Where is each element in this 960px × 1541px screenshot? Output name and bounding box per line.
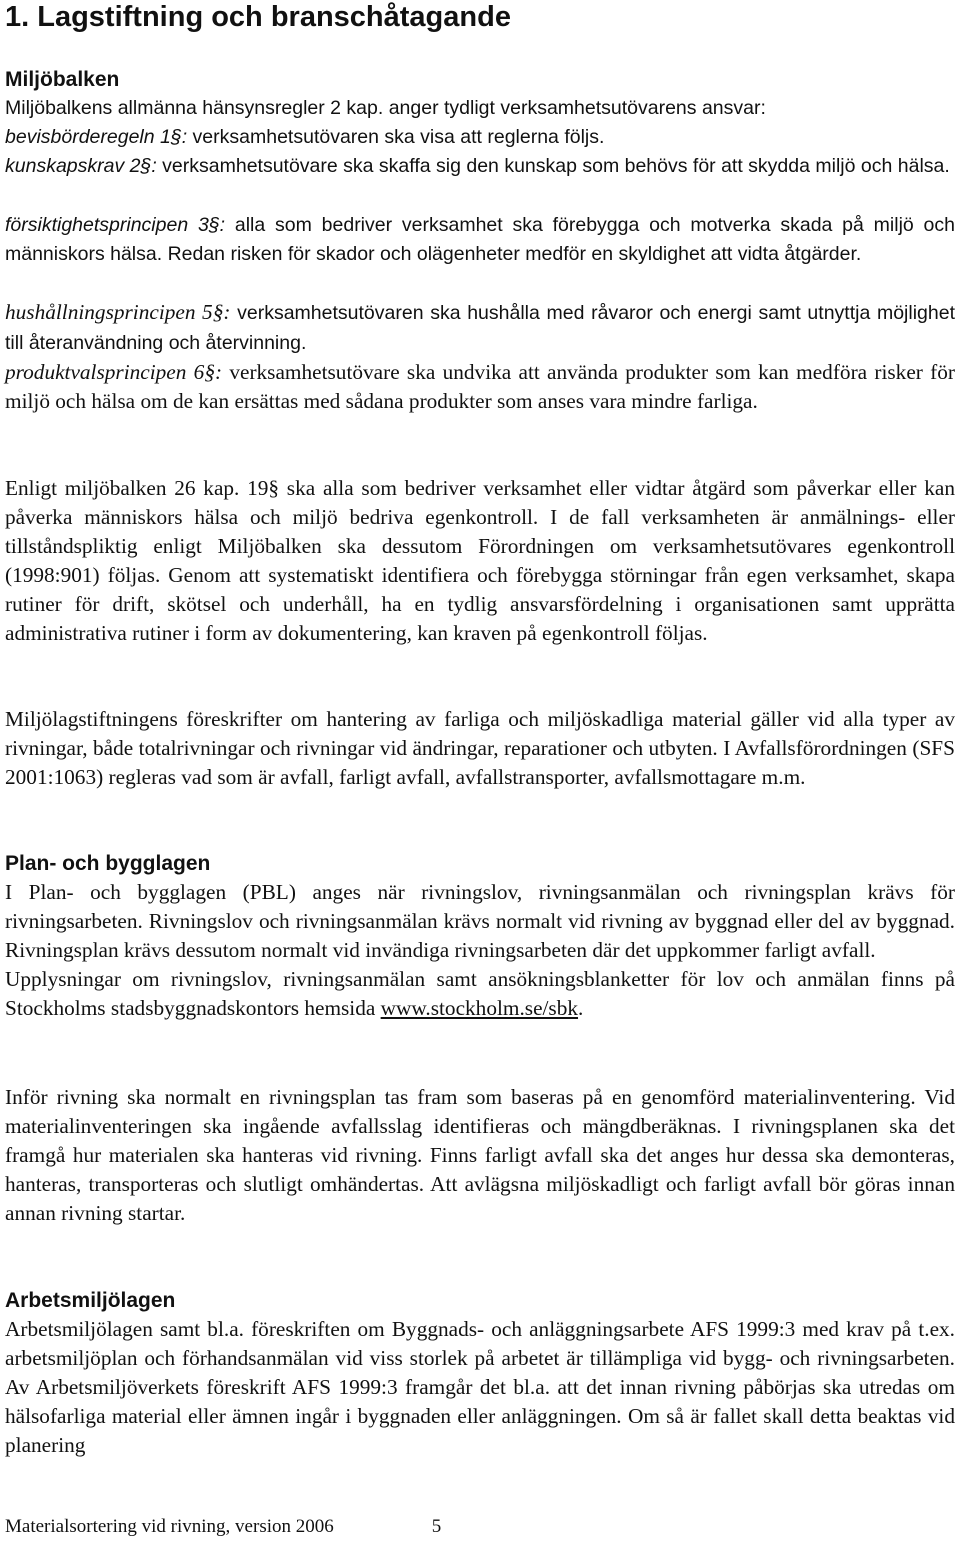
- principle-hushallning: [5, 298, 955, 358]
- principle-text: verksamhetsutövare ska undvika att använda produkter som kan medföra risker för miljö och hälsa om de kan ersättas med sådana produkter som anses vara mindre farliga.: [5, 360, 955, 413]
- miljobalken-intro: [5, 94, 955, 181]
- section-miljobalken: [5, 66, 955, 181]
- section-aml: [5, 1287, 955, 1460]
- page-footer: [5, 1516, 441, 1538]
- principle-text: verksamhetsutövaren ska hushålla med råvaror och energi samt utnyttja möjlighet till återanvändning och återvinning.: [5, 302, 956, 354]
- principle-term: hushållningsprincipen 5§:: [5, 300, 231, 324]
- section-heading-aml: Arbetsmiljölagen: [5, 1289, 176, 1312]
- sbk-website-link[interactable]: www.stockholm.se/sbk: [380, 996, 579, 1020]
- footer-document-title: Materialsortering vid rivning, version 2006: [5, 1516, 334, 1537]
- principle-text: alla som bedriver verksamhet ska förebygga och motverka skada på miljö och människors hälsa. Redan risken för skador och olägenheter medför en skyldighet att vidta åtgärder.: [5, 214, 955, 265]
- pbl-paragraph-1: I Plan- och bygglagen (PBL) anges när rivningslov, rivningsanmälan och rivningsplan krävs för rivningsarbeten. Rivningslov och rivningsanmälan krävs normalt vid rivning av byggnad eller del av byggnad. Rivningsplan krävs dessutom normalt vid invändiga rivningsarbeten där det uppkommer farligt avfall.: [5, 880, 955, 962]
- principle-term: bevisbörderegeln 1§:: [5, 126, 188, 148]
- principle-text: verksamhetsutövare ska skaffa sig den kunskap som behövs för att skydda miljö och hälsa.: [156, 155, 950, 177]
- pbl-paragraph-2: [5, 965, 955, 1023]
- section-heading-miljobalken: Miljöbalken: [5, 68, 120, 91]
- aml-paragraph-1: Arbetsmiljölagen samt bl.a. föreskriften om Byggnads- och anläggningsarbete AFS 1999:3 med krav på t.ex. arbetsmiljöplan och förhandsanmälan vid viss storlek på arbetet är tillämpliga vid bygg- och rivningsarbeten. Av Arbetsmiljöverkets föreskrift AFS 1999:3 framgår det bl.a. att det innan rivning påbörjas ska utredas om hälsofarliga material eller ämnen ingår i byggnaden eller anläggningen. Om så är fallet skall detta beaktas vid planering: [5, 1317, 955, 1457]
- page-number: 5: [431, 1516, 442, 1537]
- intro-text: Miljöbalkens allmänna hänsynsregler 2 kap. anger tydligt verksamhetsutövarens ansvar:: [5, 97, 766, 119]
- principle-term: kunskapskrav 2§:: [5, 155, 157, 177]
- principle-term: produktvalsprincipen 6§:: [5, 360, 223, 384]
- section-pbl: [5, 850, 955, 1023]
- principle-forsiktighet: [5, 211, 955, 269]
- principle-term: försiktighetsprincipen 3§:: [5, 214, 226, 236]
- page-title: 1. Lagstiftning och branschåtagande: [5, 1, 511, 33]
- principle-produktval: [5, 358, 955, 416]
- pbl-paragraph-3: Inför rivning ska normalt en rivningsplan tas fram som baseras på en genomförd materialinventering. Vid materialinventeringen ska ingående avfallsslag identifieras och mängdberäknas. I rivningsplanen ska det framgå hur materialen ska hanteras vid rivning. Finns farligt avfall ska det anges hur dessa ska demonteras, hanteras, transporteras och slutligt omhändertas. Att avlägsna miljöskadligt och farligt avfall bör göras innan annan rivning startar.: [5, 1085, 955, 1225]
- pbl-paragraph-2-end: .: [578, 996, 584, 1020]
- principle-text: verksamhetsutövaren ska visa att reglerna följs.: [187, 126, 605, 148]
- paragraph-egenkontroll: Enligt miljöbalken 26 kap. 19§ ska alla som bedriver verksamhet eller vidtar åtgärd som påverkar eller kan påverka människors hälsa och miljö bedriva egenkontroll. I de fall verksamheten är anmälnings- eller tillståndspliktig enligt Miljöbalken ska dessutom Förordningen om verksamhetsutövares egenkontroll (1998:901) följas. Genom att systematiskt identifiera och förebygga störningar från egen verksamhet, skapa rutiner för drift, skötsel och underhåll, ha en tydlig ansvarsfördelning i organisationen samt upprätta administrativa rutiner i form av dokumentering, kan kraven på egenkontroll följas.: [5, 476, 955, 645]
- pbl-paragraph-2-text: Upplysningar om rivningslov, rivningsanmälan samt ansökningsblanketter för lov och anmälan finns på Stockholms stadsbyggnadskontors hemsida: [5, 967, 955, 1020]
- paragraph-foreskrifter: Miljölagstiftningens föreskrifter om hantering av farliga och miljöskadliga material gäller vid alla typer av rivningar, både totalrivningar och rivningar vid ändringar, reparationer och utbyten. I Avfallsförordningen (SFS 2001:1063) regleras vad som är avfall, farligt avfall, avfallstransporter, avfallsmottagare m.m.: [5, 707, 955, 789]
- section-heading-pbl: Plan- och bygglagen: [5, 852, 211, 875]
